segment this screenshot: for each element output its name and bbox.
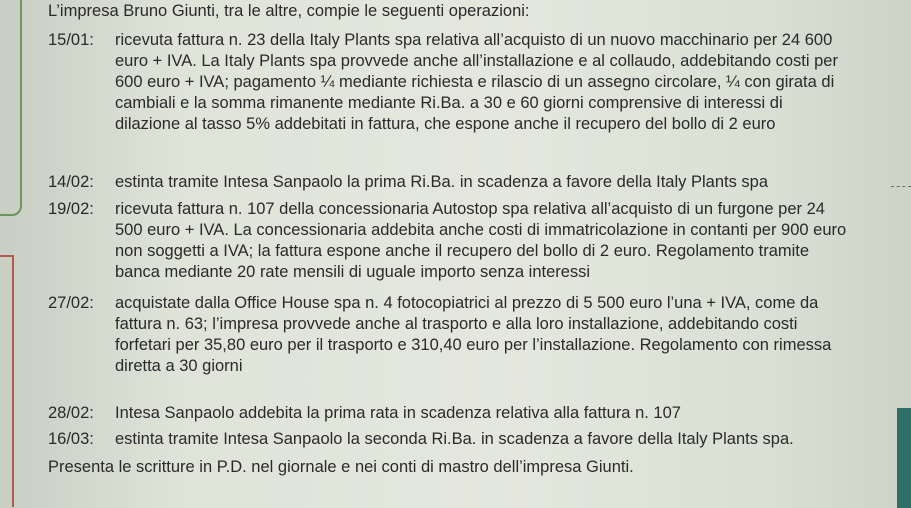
- operation-text: estinta tramite Intesa Sanpaolo la seconda Ri.Ba. in scadenza a favore della Italy Plants spa.: [115, 430, 794, 448]
- margin-box-green: [0, 0, 22, 216]
- exercise-instruction: Presenta le scritture in P.D. nel giornale e nei conti di mastro dell’impresa Giunti.: [48, 458, 634, 476]
- operation-entry-1: [48, 30, 848, 135]
- right-edge-strip: [897, 408, 911, 508]
- right-margin-dash: [891, 186, 911, 187]
- operation-text: acquistate dalla Office House spa n. 4 fotocopiatrici al prezzo di 5 500 euro l’una + IVA, come da fattura n. 63; l’impresa provvede anche al trasporto e alla loro installazione, addebitando costi forfetari per 35,80 euro per il trasporto e 310,40 euro per l’installazione. Regolamento con rimessa diretta a 30 giorni: [115, 294, 832, 375]
- operation-date: 16/03:: [48, 430, 94, 448]
- operation-entry-5: [48, 403, 848, 424]
- operation-text: estinta tramite Intesa Sanpaolo la prima Ri.Ba. in scadenza a favore della Italy Plants spa: [115, 173, 769, 191]
- operation-date: 19/02:: [48, 200, 94, 218]
- operation-entry-2: [48, 172, 848, 193]
- operation-date: 28/02:: [48, 404, 94, 422]
- exercise-intro: L’impresa Bruno Giunti, tra le altre, compie le seguenti operazioni:: [48, 2, 530, 20]
- operation-entry-3: [48, 199, 848, 283]
- operation-text: ricevuta fattura n. 23 della Italy Plants spa relativa all’acquisto di un nuovo macchinario per 24 600 euro + IVA. La Italy Plants spa provvede anche all’installazione e al collaudo, addebitando costi per 600 euro + IVA; pagamento ¼ mediante richiesta e rilascio di un assegno circolare, ¼ con girata di cambiali e la somma rimanente mediante Ri.Ba. a 30 e 60 giorni comprensive di interessi di dilazione al tasso 5% addebitati in fattura, che espone anche il recupero del bollo di 2 euro: [115, 31, 838, 133]
- operation-entry-4: [48, 293, 848, 377]
- operation-date: 15/01:: [48, 31, 94, 49]
- operation-date: 27/02:: [48, 294, 94, 312]
- operation-text: ricevuta fattura n. 107 della concessionaria Autostop spa relativa all’acquisto di un furgone per 24 500 euro + IVA. La concessionaria addebita anche costi di immatricolazione in contanti per 900 euro non soggetti a IVA; la fattura espone anche il recupero del bollo di 2 euro. Regolamento tramite banca mediante 20 rate mensili di uguale importo senza interessi: [115, 200, 847, 281]
- operation-entry-6: [48, 429, 848, 450]
- operation-text: Intesa Sanpaolo addebita la prima rata in scadenza relativa alla fattura n. 107: [115, 404, 681, 422]
- operation-date: 14/02:: [48, 173, 94, 191]
- margin-box-red: [0, 255, 14, 507]
